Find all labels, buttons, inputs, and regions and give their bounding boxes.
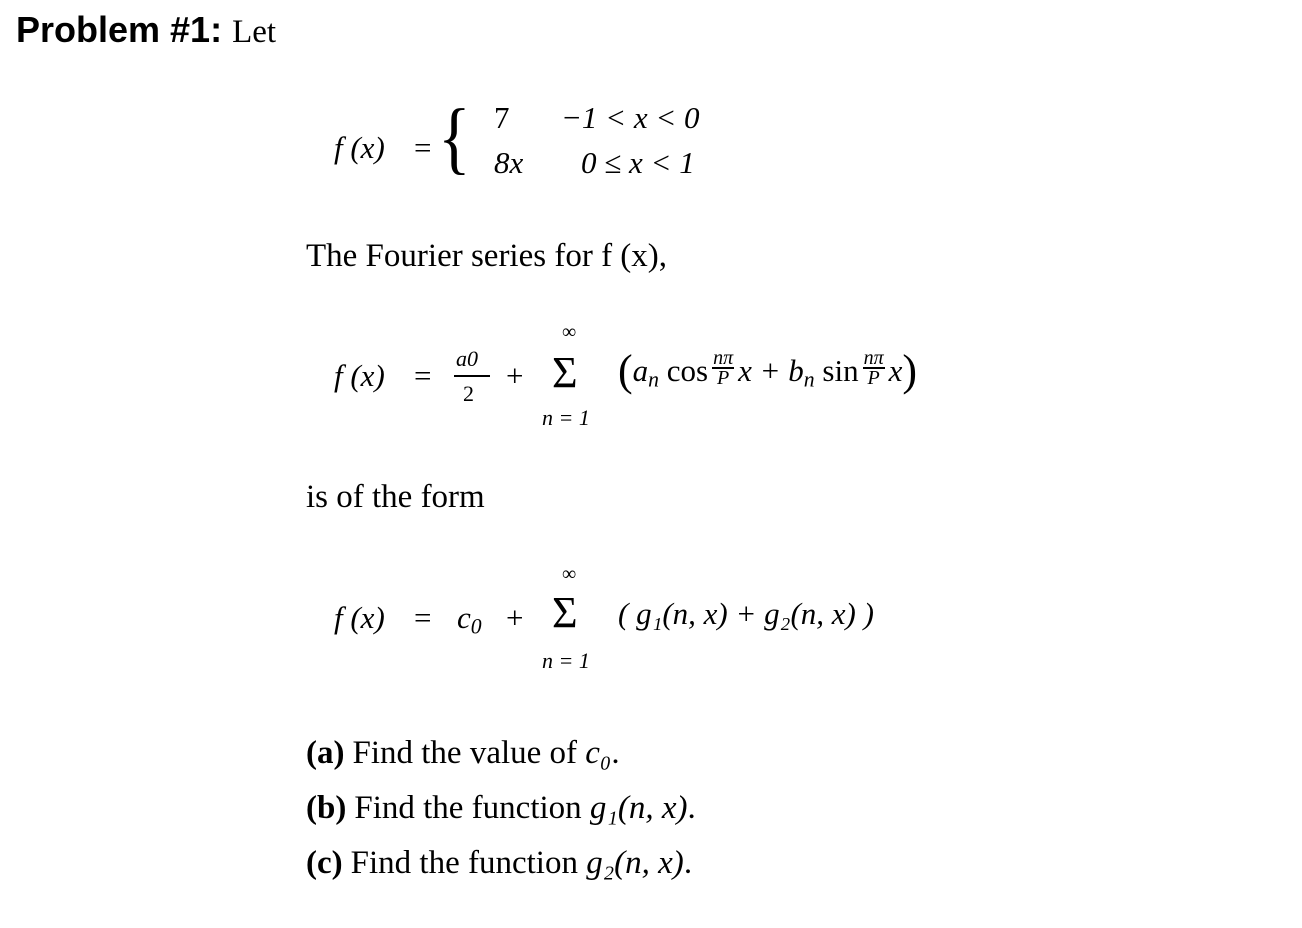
open-paren: ( xyxy=(618,346,633,395)
form-intro-text: is of the form xyxy=(306,479,485,515)
part-a-math: c₀ xyxy=(585,735,612,771)
a-subscript: n xyxy=(648,367,659,392)
part-c-end: . xyxy=(683,845,693,881)
part-c-label: (c) xyxy=(306,845,343,881)
c0-term xyxy=(457,600,482,639)
sin-x: x xyxy=(888,353,903,388)
part-a-text: Find the value of xyxy=(352,735,578,771)
c-subscript: 0 xyxy=(470,614,482,639)
close-paren: ) xyxy=(902,346,918,395)
fourier-intro-text: The Fourier series for f (x), xyxy=(306,238,668,274)
problem-heading xyxy=(16,8,276,54)
second-summand: ( g₁(n, x) + g₂(n, x) ) xyxy=(618,596,874,631)
fraction-bar xyxy=(454,375,490,377)
part-c-math: g₂(n, x) xyxy=(586,845,684,881)
part-b-label: (b) xyxy=(306,790,347,826)
part-b-math: g₁(n, x) xyxy=(589,790,688,826)
sum-lower-limit: n = 1 xyxy=(542,405,590,430)
piece-2-expression: 8x xyxy=(494,145,524,180)
second-sigma-symbol: Σ xyxy=(552,588,578,637)
sin-argument-fraction xyxy=(863,346,885,389)
problem-label: Problem #1: xyxy=(16,9,223,50)
part-b xyxy=(306,788,696,828)
problem-lead-text: Let xyxy=(232,14,277,50)
part-b-text: Find the function xyxy=(354,790,582,826)
part-a xyxy=(306,733,620,773)
piece-2-condition: 0 ≤ x < 1 xyxy=(581,145,695,180)
second-sum-lower-limit: n = 1 xyxy=(542,648,590,673)
second-sum-upper-limit: ∞ xyxy=(562,563,577,585)
sin-function: sin xyxy=(822,353,859,388)
cos-argument-fraction xyxy=(712,346,734,389)
piecewise-equals: = xyxy=(414,130,432,165)
part-c-text: Find the function xyxy=(350,845,578,881)
b-subscript: n xyxy=(803,367,815,392)
cos-frac-den: P xyxy=(716,366,730,389)
piece-1-expression: 7 xyxy=(494,100,510,135)
part-b-end: . xyxy=(687,790,696,826)
second-lhs: f (x) xyxy=(334,600,385,635)
part-c xyxy=(306,843,692,883)
b-coefficient: b xyxy=(788,353,804,388)
piecewise-lhs: f (x) xyxy=(334,130,385,165)
cos-function: cos xyxy=(666,353,709,388)
cos-frac-num: nπ xyxy=(713,346,734,369)
fourier-equals: = xyxy=(414,358,432,393)
piecewise-brace: { xyxy=(438,94,471,182)
second-plus: + xyxy=(506,600,524,635)
sin-frac-den: P xyxy=(867,366,880,389)
second-equals: = xyxy=(414,600,432,635)
a-coefficient: a xyxy=(632,353,649,388)
fourier-lhs: f (x) xyxy=(334,358,385,393)
fraction-numerator: a0 xyxy=(456,346,478,371)
cos-x-plus: x + xyxy=(738,353,781,388)
fourier-summand xyxy=(618,346,918,395)
part-a-label: (a) xyxy=(306,735,345,771)
sigma-symbol: Σ xyxy=(552,348,578,397)
fourier-plus: + xyxy=(506,358,524,393)
c-symbol: c xyxy=(457,600,471,635)
sum-upper-limit: ∞ xyxy=(562,321,577,343)
sin-frac-num: nπ xyxy=(863,346,884,369)
piece-1-condition: −1 < x < 0 xyxy=(561,100,700,135)
fraction-denominator: 2 xyxy=(463,381,474,406)
part-a-end: . xyxy=(611,735,620,771)
